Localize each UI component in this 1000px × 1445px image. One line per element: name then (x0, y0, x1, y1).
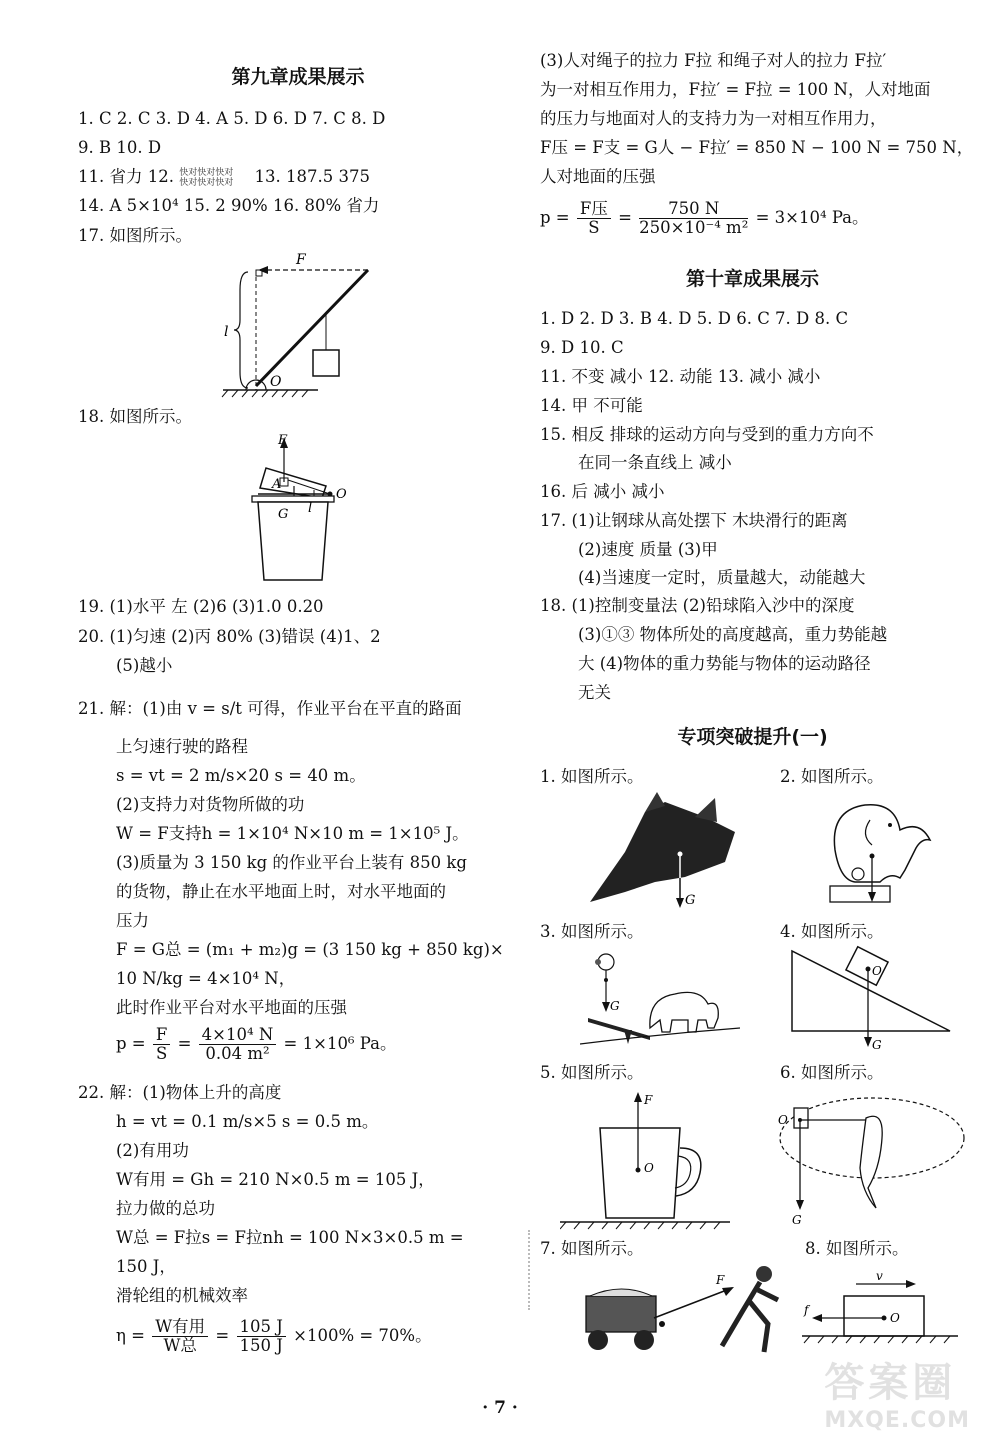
answer-line: 19. (1)水平 左 (2)6 (3)1.0 0.20 (78, 597, 324, 616)
answer-line: 无关 (578, 683, 611, 702)
answer-line: W有用 = Gh = 210 N×0.5 m = 105 J， (116, 1170, 435, 1189)
answer-line: 9. B 10. D (78, 138, 162, 157)
answer-line: 1. C 2. C 3. D 4. A 5. D 6. D 7. C 8. D (78, 109, 386, 128)
answer-line: 7. 如图所示。 (540, 1239, 644, 1258)
label-G: G (685, 893, 696, 908)
answer-part: 13. 187.5 375 (254, 167, 370, 186)
answer-line: (5)越小 (116, 656, 173, 675)
answer-line: 5. 如图所示。 (540, 1063, 644, 1082)
label-O: O (778, 1113, 788, 1127)
fraction: $\frac{105 J}{150 J}$ (237, 1318, 286, 1355)
answer-line (78, 166, 370, 188)
answer-line: 15. 相反 排球的运动方向与受到的重力方向不 (540, 425, 874, 444)
chapter10-title: 第十章成果展示 (685, 268, 819, 290)
answer-line: 8. 如图所示。 (805, 1239, 909, 1258)
answer-line: 拉力做的总功 (116, 1199, 215, 1218)
formula-part: p = (540, 208, 570, 227)
label-G: G (610, 999, 620, 1013)
fraction: $\frac{750 N}{\text{250×10⁻⁴ m²}}$ (639, 199, 749, 237)
answer-line: 6. 如图所示。 (780, 1063, 884, 1082)
label-F: F (644, 1093, 653, 1107)
answer-line: 21. 解：(1)由 v = s/t 可得，作业平台在平直的路面 (78, 699, 462, 718)
answer-line: 大 (4)物体的重力势能与物体的运动路径 (578, 654, 871, 673)
figure-7-pulling-cart (582, 1262, 797, 1362)
label-O: O (336, 487, 347, 502)
chapter9-title: 第九章成果展示 (231, 66, 365, 88)
answer-line: 17. (1)让钢球从高处摆下 木块滑行的距离 (540, 511, 848, 530)
answer-line: 在同一条直线上 减小 (578, 453, 732, 472)
answer-line: 20. (1)匀速 (2)丙 80% (3)错误 (4)1、2 (78, 627, 381, 646)
label-O: O (872, 964, 882, 978)
label-l: l (224, 324, 229, 340)
answer-line: 16. 后 减小 减小 (540, 482, 665, 501)
answer-line: (2)支持力对货物所做的功 (116, 795, 305, 814)
figure-4-incline (780, 945, 955, 1055)
figure-6-circular-motion (772, 1088, 967, 1233)
formula-part: ×100% = 70%。 (293, 1326, 432, 1345)
label-O: O (890, 1311, 900, 1325)
label-v: v (876, 1270, 883, 1283)
special-title: 专项突破提升(一) (677, 726, 828, 748)
label-F: F (296, 252, 306, 268)
watermark (824, 1351, 970, 1433)
formula-line: p = $\frac{\text{F压}}{S}$ = $\frac{750 N}{\text{250×10⁻⁴ m²}}$ = 3×10⁴ Pa。 (540, 199, 869, 237)
label-F: F (716, 1273, 725, 1287)
fraction: $\frac{F}{S}$ (153, 1026, 170, 1063)
formula-part: = 3×10⁴ Pa。 (755, 208, 869, 227)
answer-line: 11. 不变 减小 12. 动能 13. 减小 减小 (540, 367, 821, 386)
answer-line: 1. D 2. D 3. B 4. D 5. D 6. C 7. D 8. C (540, 309, 849, 328)
label-G: G (872, 1038, 882, 1052)
answer-line: (3)①③ 物体所处的高度越高，重力势能越 (578, 625, 888, 644)
label-O: O (644, 1161, 654, 1175)
answer-line: h = vt = 0.1 m/s×5 s = 0.5 m。 (116, 1112, 379, 1131)
answer-line: 14. A 5×10⁴ 15. 2 90% 16. 80% 省力 (78, 196, 380, 215)
figure-1-jet (585, 792, 745, 912)
answer-line: W总 = F拉s = F拉nh = 100 N×3×0.5 m = (116, 1228, 464, 1247)
answer-line: W = F支持h = 1×10⁴ N×10 m = 1×10⁵ J。 (116, 824, 469, 843)
formula-line: p = $\frac{F}{S}$ = $\frac{\text{4×10⁴ N}}{\text{0.04 m²}}$ = 1×10⁶ Pa。 (116, 1025, 397, 1063)
watermark-url: MXQE.COM (824, 1408, 970, 1433)
figure-17-lever (218, 250, 398, 400)
answer-line: 人对地面的压强 (540, 167, 656, 186)
answer-line: 为一对相互作用力，F拉′ = F拉 = 100 N，人对地面 (540, 80, 931, 99)
answer-line: 14. 甲 不可能 (540, 396, 643, 415)
page-number: · 7 · (482, 1398, 518, 1418)
answer-line: 22. 解：(1)物体上升的高度 (78, 1083, 282, 1102)
answer-line: 3. 如图所示。 (540, 922, 644, 941)
formula-part: η = (116, 1326, 145, 1345)
answer-line: 18. (1)控制变量法 (2)铅球陷入沙中的深度 (540, 596, 855, 615)
answer-line: 2. 如图所示。 (780, 767, 884, 786)
answer-line: 的货物，静止在水平地面上时，对水平地面的 (116, 882, 446, 901)
answer-line: (2)速度 质量 (3)甲 (578, 540, 718, 559)
label-G: G (792, 1213, 802, 1227)
figure-8-sliding-block (802, 1270, 962, 1360)
figure-3-seesaw (580, 948, 740, 1048)
fraction: $\frac{\text{W有用}}{\text{W总}}$ (152, 1318, 208, 1355)
formula-part: = 1×10⁶ Pa。 (283, 1034, 397, 1053)
answer-line: 18. 如图所示。 (78, 407, 192, 426)
figure-5-cup (560, 1088, 740, 1233)
answer-line: (3)人对绳子的拉力 F拉 和绳子对人的拉力 F拉′ (540, 51, 887, 70)
column-divider (528, 1230, 531, 1310)
formula-part: p = (116, 1034, 146, 1053)
answer-line: (3)质量为 3 150 kg 的作业平台上装有 850 kg (116, 853, 467, 872)
handwritten-scribble: 快对快对快对 快对快对快对 (179, 167, 234, 188)
answer-line: 滑轮组的机械效率 (116, 1286, 248, 1305)
answer-line: 10 N/kg = 4×10⁴ N， (116, 969, 296, 988)
answer-line: 此时作业平台对水平地面的压强 (116, 998, 347, 1017)
answer-line: 9. D 10. C (540, 338, 624, 357)
answer-line: 4. 如图所示。 (780, 922, 884, 941)
label-f: f (804, 1303, 809, 1317)
fraction: $\frac{\text{4×10⁴ N}}{\text{0.04 m²}}$ (199, 1026, 277, 1063)
figure-2-elephant (810, 790, 950, 910)
formula-line: η = $\frac{\text{W有用}}{\text{W总}}$ = $\frac{105 J}{150 J}$ ×100% = 70%。 (116, 1317, 432, 1355)
answer-line: F = G总 = (m₁ + m₂)g = (3 150 kg + 850 kg)× (116, 940, 504, 959)
label-A: A (272, 477, 282, 492)
answer-line: 150 J， (116, 1257, 176, 1276)
answer-line: 的压力与地面对人的支持力为一对相互作用力， (540, 109, 887, 128)
answer-part: 11. 省力 12. (78, 167, 174, 186)
answer-line: 上匀速行驶的路程 (116, 737, 248, 756)
figure-18-trash-can (248, 430, 368, 590)
label-F: F (278, 433, 288, 448)
answer-line: s = vt = 2 m/s×20 s = 40 m。 (116, 766, 366, 785)
answer-line: F压 = F支 = G人 − F拉′ = 850 N − 100 N = 750 N， (540, 138, 974, 157)
answer-line: (4)当速度一定时，质量越大，动能越大 (578, 568, 866, 587)
answer-line: 1. 如图所示。 (540, 767, 644, 786)
answer-line: (2)有用功 (116, 1141, 189, 1160)
fraction: $\frac{\text{F压}}{S}$ (577, 200, 611, 237)
label-l: l (308, 501, 313, 516)
watermark-logo-text: 答案圈 (824, 1360, 957, 1406)
label-O: O (270, 374, 282, 390)
answer-line: 17. 如图所示。 (78, 226, 192, 245)
answer-line: 压力 (116, 911, 149, 930)
label-G: G (278, 507, 289, 522)
